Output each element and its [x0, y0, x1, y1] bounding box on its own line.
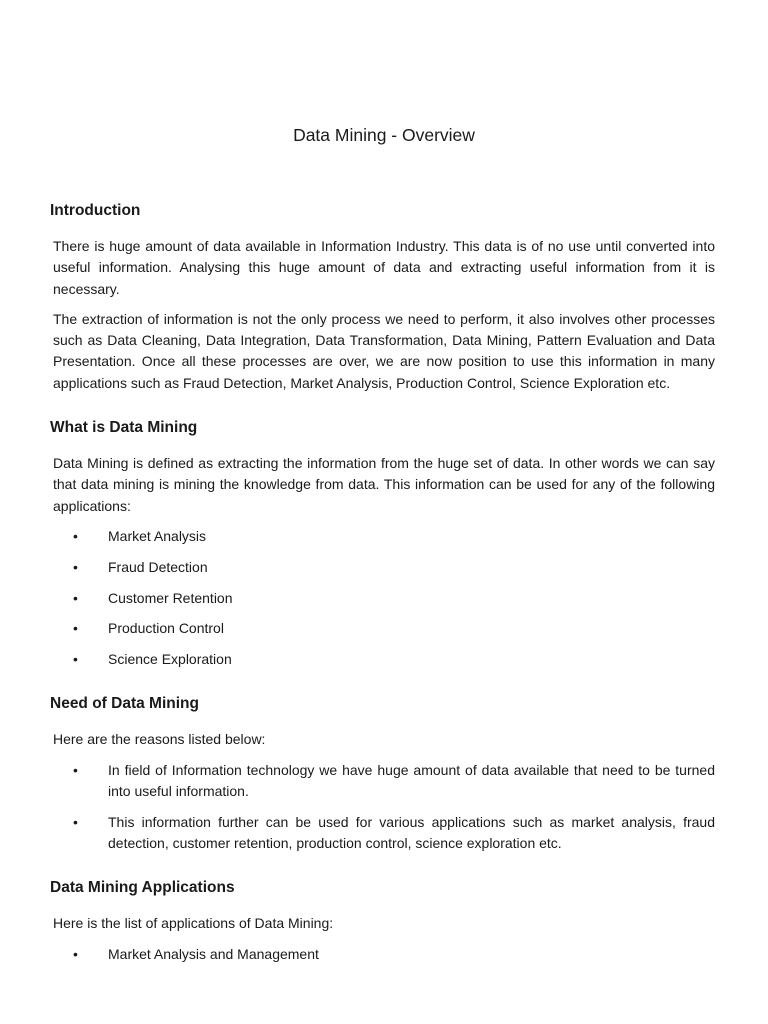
bullet-icon: • — [73, 761, 78, 778]
list-item — [50, 760, 715, 803]
list-item — [50, 588, 715, 609]
list-item — [50, 812, 715, 855]
bullet-icon: • — [73, 813, 78, 830]
list-item-text: Science Exploration — [108, 651, 232, 668]
section-heading-what-is-data-mining: What is Data Mining — [50, 419, 198, 437]
list-item-text: Market Analysis and Management — [108, 945, 319, 962]
bullet-icon: • — [73, 651, 78, 668]
list-item — [50, 526, 715, 547]
list-item-text: Fraud Detection — [108, 558, 208, 575]
list-item — [50, 557, 715, 578]
bullet-icon: • — [73, 589, 78, 606]
applications-list — [50, 526, 716, 670]
reasons-list — [50, 760, 716, 855]
section-heading-data-mining-applications: Data Mining Applications — [50, 879, 235, 897]
list-item — [50, 618, 715, 639]
list-item — [50, 649, 715, 670]
bullet-icon: • — [73, 945, 78, 962]
section-heading-introduction: Introduction — [50, 202, 141, 219]
section-heading-need-of-data-mining: Need of Data Mining — [50, 695, 199, 713]
introduction-paragraph-1: There is huge amount of data available in Information Industry. This data is of no use until converted into useful information. Analysing this huge amount of data and extracting useful information from it is necessary. — [53, 238, 715, 297]
introduction-paragraph-2: The extraction of information is not the only process we need to perform, it also involves other processes such as Data Cleaning, Data Integration, Data Transformation, Data Mining, Pattern Evaluation and Data Presentation. Once all these processes are over, we are now position to use this information in many applications such as Fraud Detection, Market Analysis, Production Control, Science Exploration etc. — [53, 310, 715, 391]
applications-intro: Here is the list of applications of Data Mining: — [53, 915, 334, 932]
bullet-icon: • — [73, 527, 78, 544]
list-item-text: Customer Retention — [108, 589, 233, 606]
what-is-paragraph: Data Mining is defined as extracting the information from the huge set of data. In other words we can say that data mining is mining the knowledge from data. This information can be used for any of the following applications: — [53, 455, 715, 514]
list-item-text: This information further can be used for various applications such as market analysis, fraud detection, customer retention, production control, science exploration etc. — [108, 813, 715, 852]
applications-list-detailed — [50, 944, 716, 965]
need-intro: Here are the reasons listed below: — [53, 731, 266, 748]
list-item — [50, 944, 715, 965]
list-item-text: Market Analysis — [108, 527, 207, 544]
list-item-text: In field of Information technology we have huge amount of data available that need to be turned into useful information. — [108, 761, 715, 800]
page-title: Data Mining - Overview — [293, 125, 475, 145]
list-item-text: Production Control — [108, 620, 224, 637]
bullet-icon: • — [73, 620, 78, 637]
bullet-icon: • — [73, 558, 78, 575]
